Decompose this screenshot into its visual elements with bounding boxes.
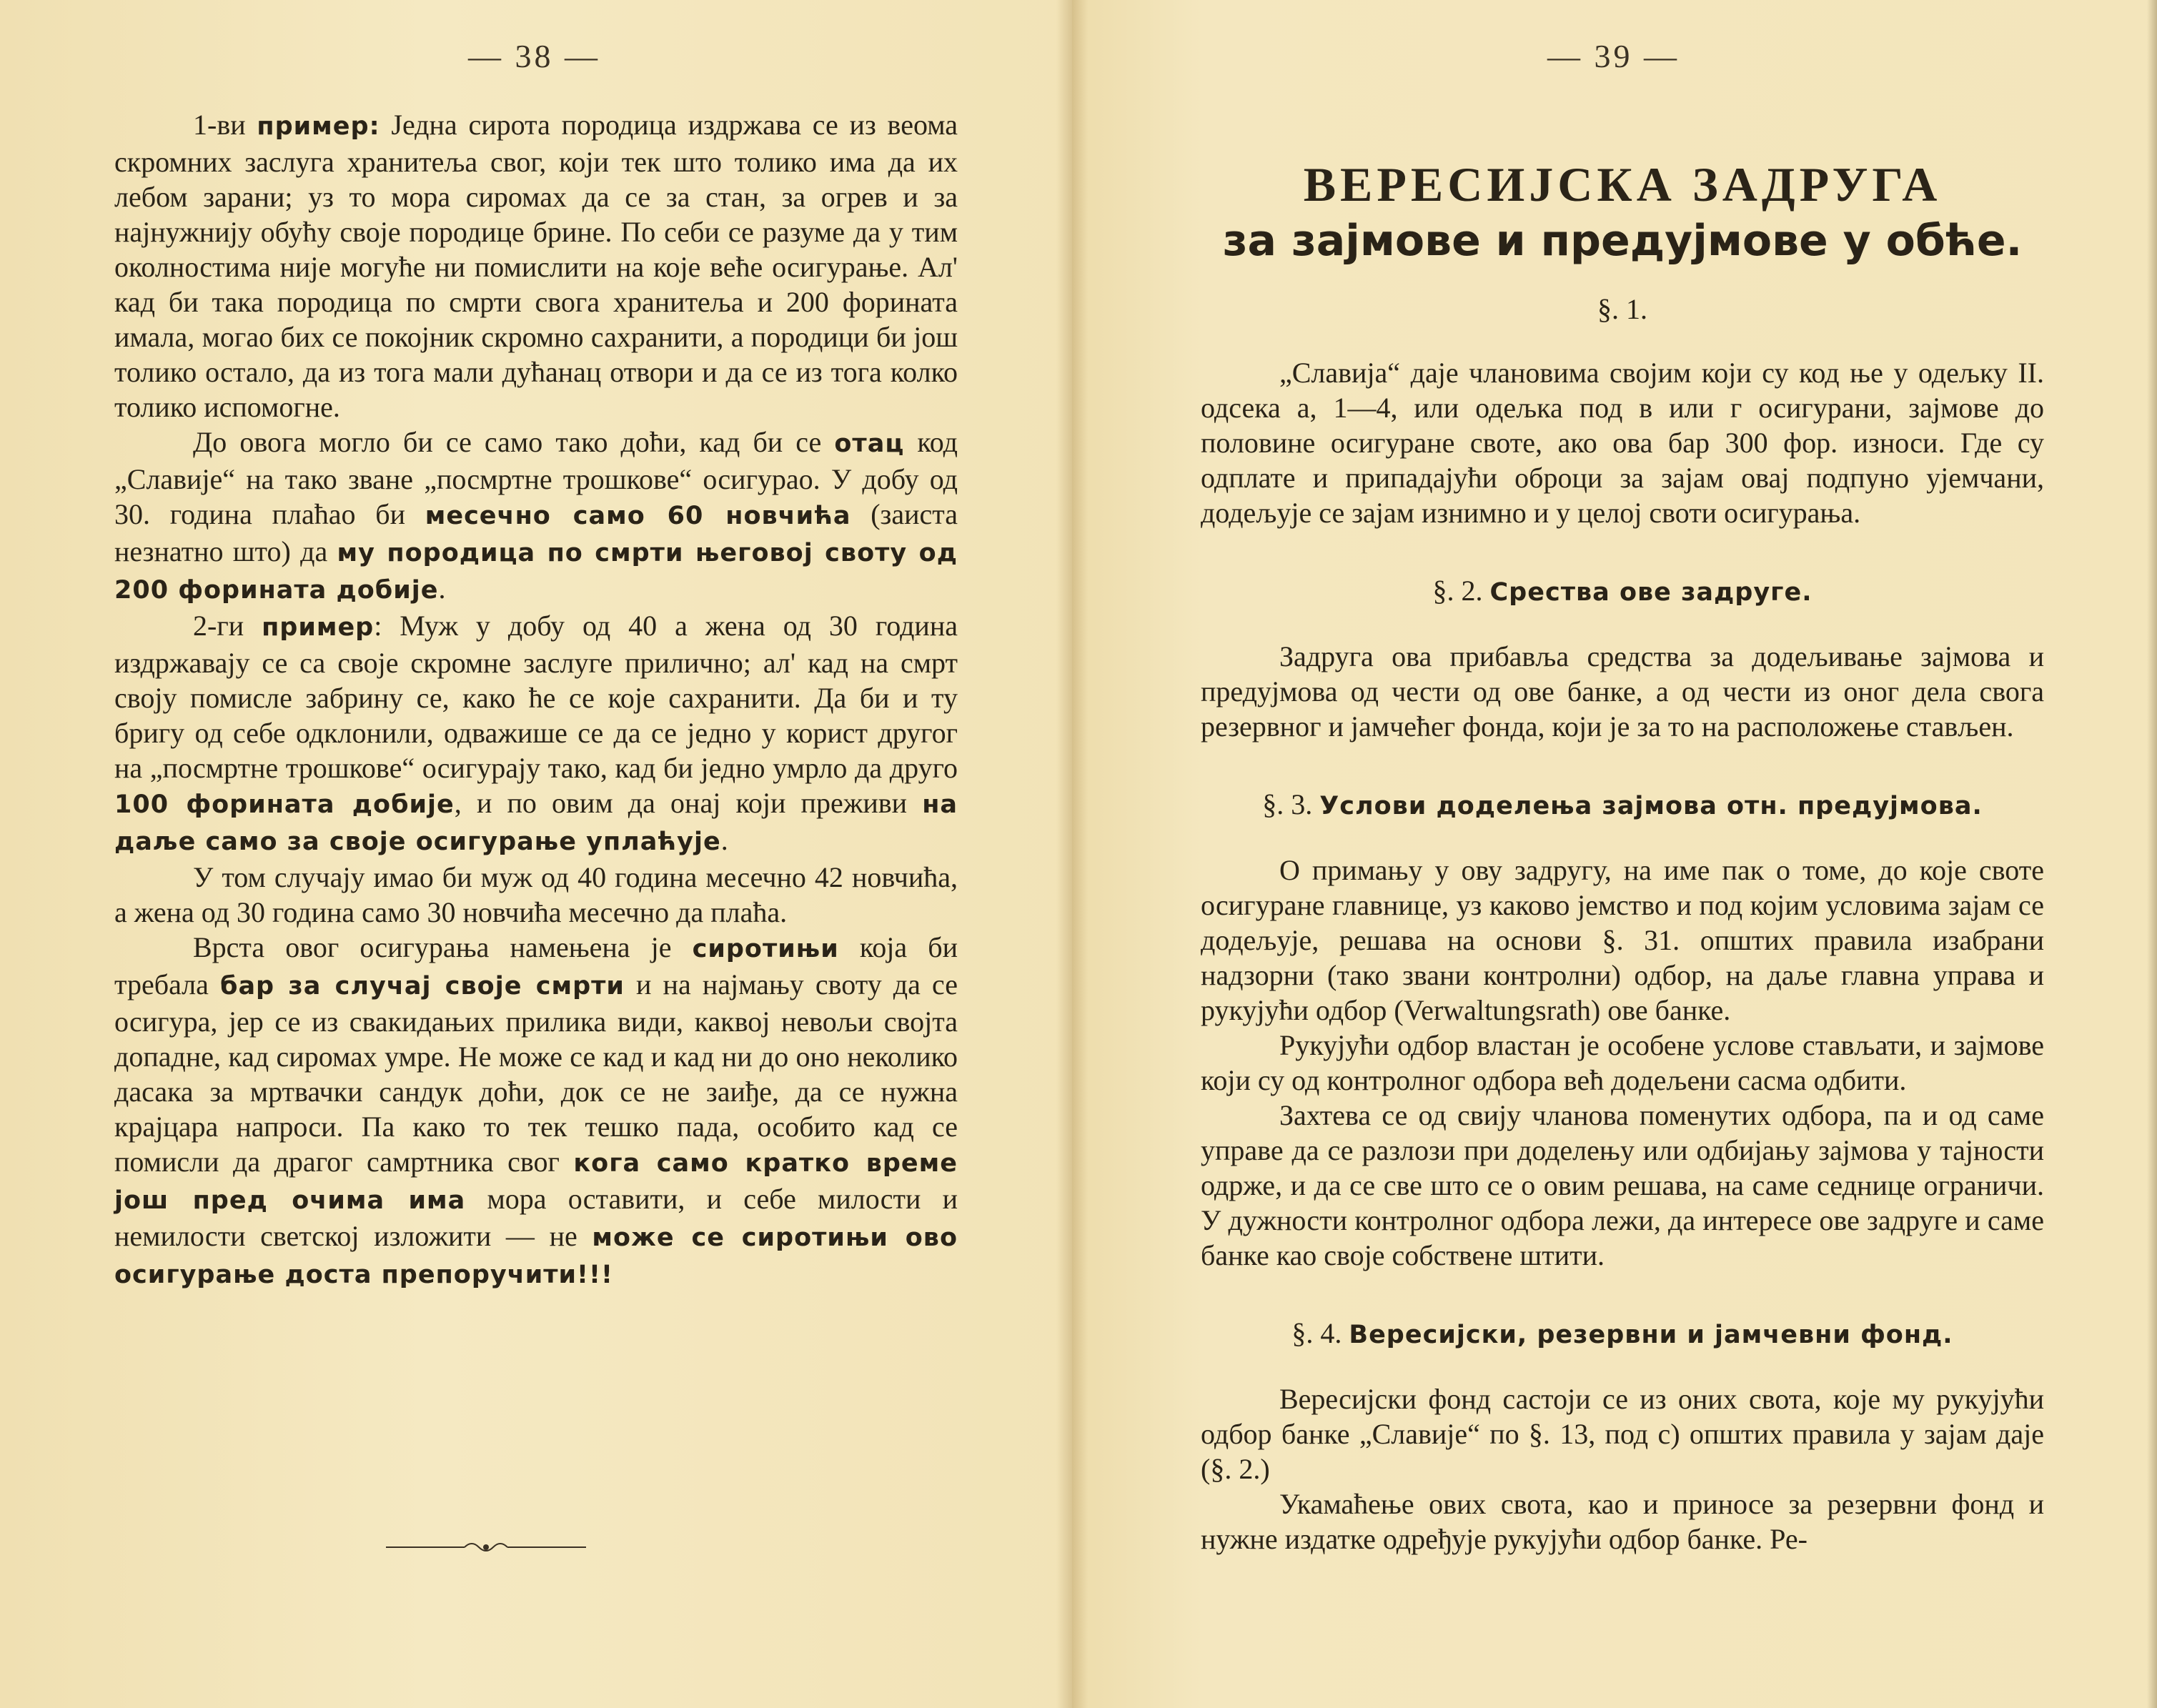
text-run: која би требала: [114, 931, 958, 1001]
paragraph: [114, 608, 958, 860]
section-number: §. 3.: [1262, 788, 1313, 820]
text-run: и на најмању своту да се осигура, јер се из свакидањих прилика види, каквој невољи својта допадне, кад сиромах умре. Не може се кад и кад ни до оно неколико дасака за мртвачки сандук доћи, док се не заиђе, да се нужна крајцара напроси. Па како то тек тешко пада, особито кад се помисли да драгог самртника свог: [114, 968, 958, 1178]
paragraph: [114, 107, 958, 424]
bold-text: на даље само за своје осигурање уплаћује: [114, 790, 958, 856]
section-heading: [1201, 1316, 2044, 1353]
bold-text: може се сиротињи ово осигурање доста препоручити!!!: [114, 1223, 958, 1289]
bold-text: 100 форината добије: [114, 790, 455, 819]
paragraph: [114, 930, 958, 1293]
text-run: код „Славије“ на тако зване „посмртне трошкове“ осигурао. У добу од 30. година плаћао би: [114, 426, 958, 530]
bold-text: сиротињи: [692, 935, 839, 963]
paragraph: Захтева се од свију чланова поменутих одбора, па и од саме управе да се разлози при доделењу или одбијању зајмова у тајности одрже, и да се све што се о овим решава, на саме седнице ограничи. У дужности контролног одбора лежи, да интересе ове задруге и саме банке као своје собствене штити.: [1201, 1099, 2044, 1271]
text-run: .: [438, 572, 446, 605]
paragraph: [114, 424, 958, 608]
document-subtitle: за зајмове и предујмове у обће.: [1222, 216, 2023, 266]
sections: [1201, 292, 2044, 1556]
page-number: — 39 —: [1547, 38, 1680, 74]
book-gutter: [1056, 0, 1088, 1708]
paragraph: [114, 860, 958, 930]
page-38-text-column: [114, 107, 958, 1293]
text-run: Једна сирота породица издржава се из веома скромних заслуга хранитеља свог, који тек што толико има да их лебом зарани; уз то мора сиромах да се за стан, за огрев и за најнужнију обућу своје породице брине. По себи се разуме да у тим околностима није могуће ни помислити на које веће осигурање. Ал' кад би така породица по смрти свога хранитеља и 200 форината имала, могао бих се покојник скромно сахранити, а породици би још толико остало, да из тога мали дућанац отвори и да се из тога колко толико испомогне.: [114, 109, 958, 423]
paragraph: Задруга ова прибавља средства за додељивање зајмова и предујмова од чести од ове банке, а од чести из оног дела свога резервног и јамчећег фонда, који је за то на расположење стављен.: [1201, 640, 2044, 743]
text-run: У том случају имао би муж од 40 година месечно 42 новчића, а жена од 30 година само 30 новчића месечно да плаћа.: [114, 861, 958, 928]
section-title: Услови доделења зајмова отн. предујмова.: [1319, 792, 1983, 820]
text-run: .: [720, 824, 728, 856]
page-38: [0, 0, 1072, 1708]
bold-text: пример: [262, 613, 375, 642]
paragraph: Вересијски фонд састоји се из оних свота, које му рукујући одбор банке „Славије“ по §. 13, под с) општих правила у зајам даје (§. 2.): [1201, 1383, 2044, 1485]
bold-text: месечно само 60 новчића: [425, 502, 851, 530]
page-edge-shadow: [2147, 0, 2157, 1708]
paragraph: „Славија“ даје члановима својим који су код ње у одељку II. одсека а, 1—4, или одељка под в или г осигурани, зајмове до половине осигуране своте, ако ова бар 300 фор. износи. Где су одплате и припадајући оброци за зајам овај подпуно ујемчани, додељује се зајам изнимно и у целој своти осигурања.: [1201, 357, 2044, 529]
text-run: , и по овим да онај који преживи: [454, 787, 923, 819]
page-39: [1072, 0, 2157, 1708]
text-run: мора оставити, и себе милости и немилости светској изложити — не: [114, 1183, 958, 1252]
section-heading: [1201, 292, 2044, 327]
section-heading: [1201, 787, 2044, 824]
text-run: (заиста незнатно што) да: [114, 498, 958, 567]
text-run: 1-ви: [193, 109, 257, 141]
text-run: 2-ги: [193, 610, 262, 642]
section-number: §. 4.: [1291, 1317, 1342, 1349]
bold-text: му породица по смрти његовој своту од 200 форината добије: [114, 539, 958, 605]
page-39-text-column: [1201, 157, 2044, 1556]
section-title: Сpества ове задруге.: [1489, 578, 1813, 607]
bold-text: кога само кратко време још пред очима има: [114, 1149, 958, 1215]
bold-text: отац: [834, 430, 905, 458]
ornament-divider: [386, 1536, 586, 1558]
text-run: До овога могло би се само тако доћи, кад би се: [193, 426, 835, 458]
paragraph: О примању у ову задругу, на име пак о томе, до које своте осигуране главнице, уз каково јемство и под којим условима зајам се додељује, решава на основи §. 31. општих правила изабрани надзорни (тако звани контролни) одбор, на даље главна управа и рукујући одбор (Verwaltungsrath) ове банке.: [1201, 854, 2044, 1026]
bold-text: бар за случај своје смрти: [220, 972, 625, 1001]
paragraph: Укамаћење ових свота, као и приносе за резервни фонд и нужне издатке одређује рукујући одбор банке. Ре-: [1201, 1488, 2044, 1555]
bold-text: пример:: [257, 112, 380, 141]
section-heading: [1201, 573, 2044, 610]
text-run: : Муж у добу од 40 а жена од 30 година издржавају се са своје скромне заслуге прилично; ал' кад на смрт своју помисле забрину се, како ће се које сахранити. Да би и ту бригу од себе одклонили, одважише се да се једно у корист другог на „посмртне трошкове“ осигурају тако, кад би једно умрло да друго: [114, 610, 958, 784]
document-title: ВЕРЕСИЈСКА ЗАДРУГА: [1303, 157, 1942, 212]
text-run: Врста овог осигурања намењена је: [193, 931, 693, 963]
page-number: — 38 —: [468, 38, 600, 74]
section-title: Вересијски, резервни и јамчевни фонд.: [1349, 1321, 1953, 1349]
paragraph: Рукујући одбор властан је особене услове стављати, и зајмове који су од контролног одбора већ додељени сасма одбити.: [1201, 1029, 2044, 1096]
section-number: §. 1.: [1597, 293, 1647, 325]
section-number: §. 2.: [1432, 575, 1483, 607]
